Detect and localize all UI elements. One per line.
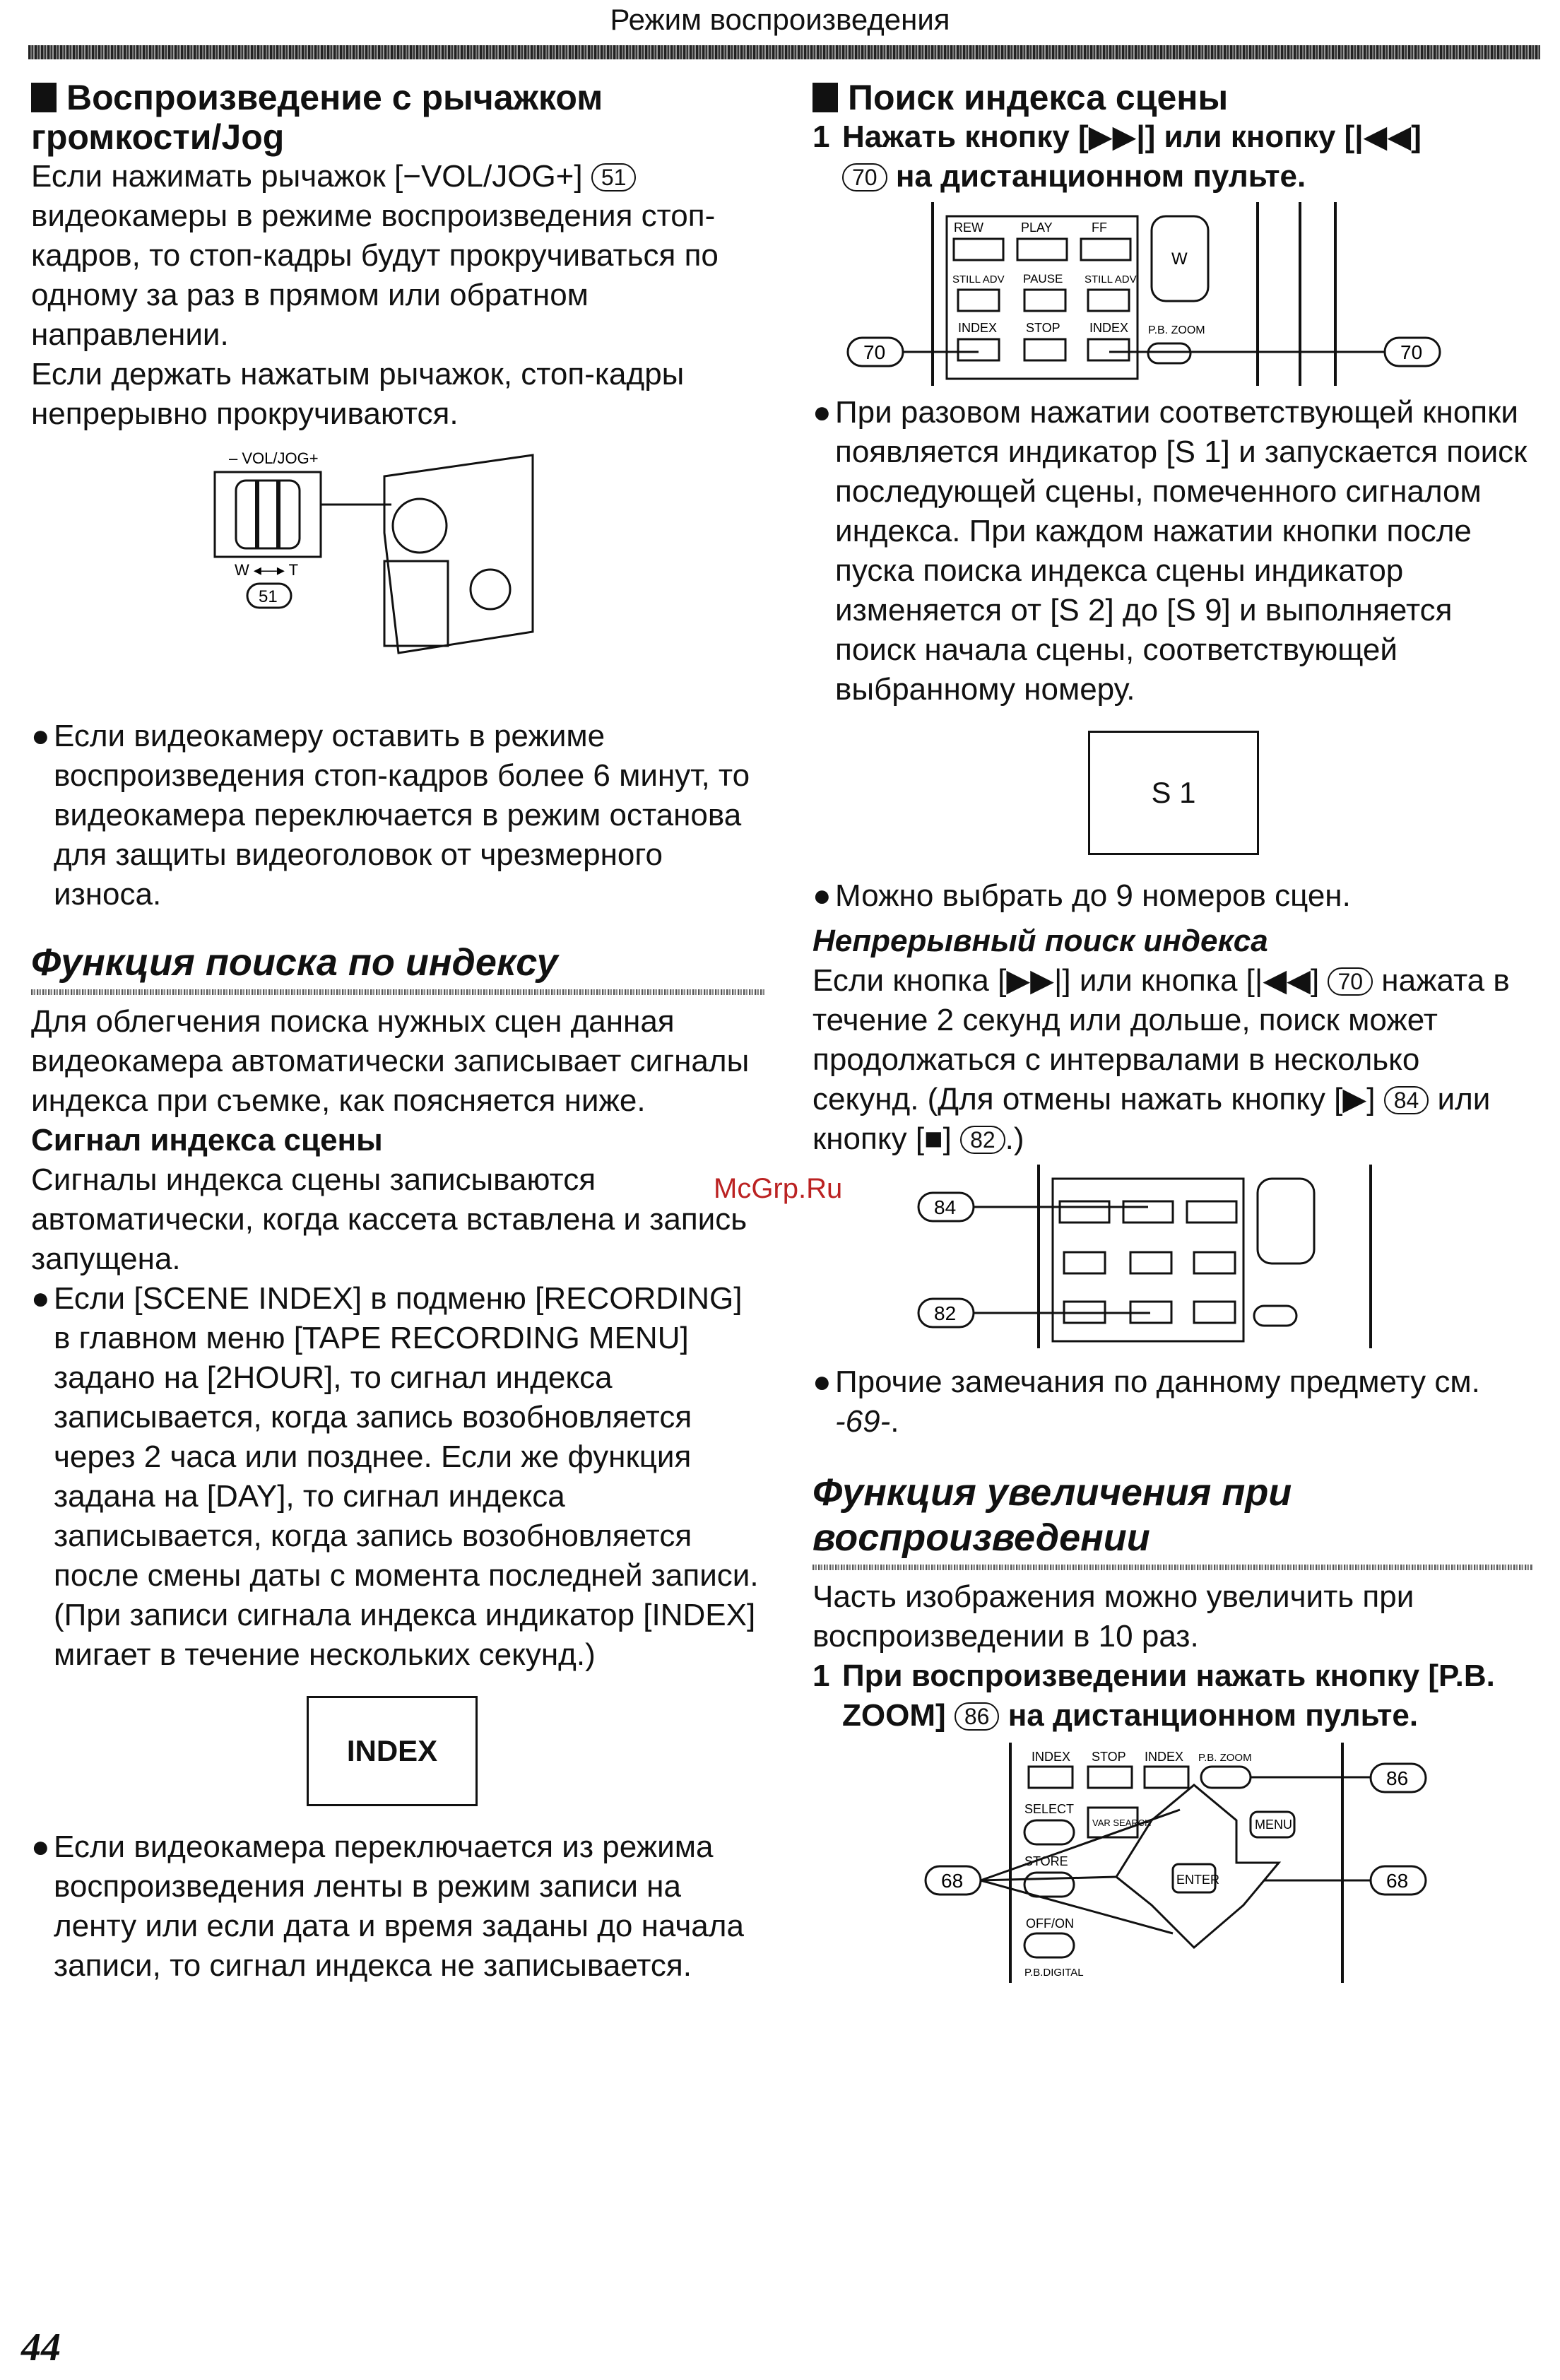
heading-square-icon [812, 83, 838, 112]
fig-label-store: STORE [1024, 1854, 1068, 1868]
fig-ref-70-right: 70 [1400, 341, 1423, 363]
jog-paragraph-1: Если нажимать рычажок [−VOL/JOG+] 51 видеокамеры в режиме воспроизведения стоп-кадров, то стоп-кадры будут прокручиваться по одному за раз в прямом или обратном направлении. [31, 159, 719, 352]
continuous-search-paragraph: Если кнопка [▶▶|] или кнопка [|◀◀] 70 нажата в течение 2 секунд или дольше, поиск может продолжаться с интервалами в несколько секунд. (Для отмены нажать кнопку [▶] 84 или кнопку [■] 82 .) [812, 963, 1510, 1156]
heading-rule [812, 1565, 1533, 1570]
fig-vol-label: – VOL/JOG+ [229, 449, 319, 467]
index-indicator-box: INDEX [307, 1696, 478, 1806]
fig-label-index-1: INDEX [1032, 1750, 1071, 1764]
fig-ref-68-right: 68 [1386, 1870, 1409, 1892]
camcorder-jog-figure [208, 448, 547, 660]
heading-square-icon [31, 83, 57, 112]
fig-wt-label: W ◂—▸ T [235, 561, 299, 579]
index-search-paragraph-1: Для облегчения поиска нужных сцен данная видеокамера автоматически записывает сигналы индекса при съемке, как поясняется ниже. [31, 1004, 750, 1118]
fig-label-play: PLAY [1021, 220, 1053, 235]
remote-figure-zoom [820, 1743, 1455, 1983]
fig-label-index-2: INDEX [1089, 321, 1129, 335]
fig-label-pbzoom: P.B. ZOOM [1148, 324, 1205, 336]
scene-search-bullet-1: ● При разовом нажатии соответствующей кнопки появляется индикатор [S 1] и запускается поиск последующей сцены, помеченного сигналом индекса. При каждом нажатии кнопки после пуска поиска индекса сцены индикатор изменяется от [S 2] до [S 9] и выполняется поиск начала сцены, соответствующей выбранному номеру. [812, 395, 1528, 707]
scene-search-step: 1 Нажать кнопку [▶▶|] или кнопку [|◀◀] 70 на дистанционном пульте. [812, 119, 1422, 194]
fig-label-ff: FF [1092, 220, 1107, 235]
fig-label-menu: MENU [1255, 1818, 1292, 1832]
s1-indicator-box: S 1 [1088, 731, 1259, 855]
zoom-heading: Функция увеличения при воспроизведении [812, 1471, 1292, 1559]
page-header-title: Режим воспроизведения [610, 3, 950, 36]
right-column [812, 78, 1533, 1983]
ref-badge: 51 [591, 163, 637, 192]
fig-label-var-search: VAR SEARCH [1092, 1818, 1152, 1828]
fig-ref-86: 86 [1386, 1767, 1409, 1789]
fig-label-pause: PAUSE [1023, 272, 1063, 285]
fig-ref-70-left: 70 [863, 341, 886, 363]
remote-figure-play-stop [820, 1165, 1455, 1348]
fig-label-stop: STOP [1026, 321, 1060, 335]
fig-label-index-1: INDEX [958, 321, 998, 335]
ref-badge: 70 [1328, 967, 1373, 996]
fig-label-index-2: INDEX [1145, 1750, 1184, 1764]
scene-search-bullet-2: ● Можно выбрать до 9 номеров сцен. [812, 878, 1351, 913]
continuous-search-subheading: Непрерывный поиск индекса [812, 924, 1268, 958]
zoom-step: 1 При воспроизведении нажать кнопку [P.B. ZOOM] 86 на дистанционном пульте. [812, 1659, 1495, 1733]
remote-figure-index [820, 202, 1455, 386]
ref-badge: 84 [1384, 1086, 1429, 1114]
fig-label-enter: ENTER [1176, 1873, 1220, 1887]
scene-search-bullet-3: ● Прочие замечания по данному предмету см. -69-. [812, 1365, 1480, 1439]
fig-ref-68-left: 68 [941, 1870, 964, 1892]
index-search-heading: Функция поиска по индексу [31, 941, 558, 984]
fig-label-rew: REW [954, 220, 983, 235]
fig-label-off-on: OFF/ON [1026, 1916, 1074, 1931]
index-search-paragraph-2: Сигналы индекса сцены записываются автоматически, когда кассета вставлена и запись запущена. [31, 1162, 748, 1276]
zoom-paragraph: Часть изображения можно увеличить при воспроизведении в 10 раз. [812, 1579, 1414, 1654]
header-rule [28, 45, 1540, 59]
heading-rule [31, 989, 766, 995]
fig-label-w: W [1171, 249, 1188, 269]
fig-ref-84: 84 [934, 1196, 957, 1218]
fig-label-pb-digital: P.B.DIGITAL [1024, 1967, 1084, 1979]
scene-search-heading: Поиск индекса сцены [812, 78, 1533, 117]
jog-paragraph-2: Если держать нажатым рычажок, стоп-кадры непрерывно прокручиваются. [31, 357, 685, 431]
fig-label-still-adv-2: STILL ADV [1085, 273, 1137, 285]
fig-label-select: SELECT [1024, 1802, 1075, 1816]
left-column [31, 78, 766, 1986]
index-search-bullet-2: ● Если видеокамера переключается из режима воспроизведения ленты в режим записи на ленту или если дата и время заданы до начала записи, то сигнал индекса не записывается. [31, 1830, 744, 1983]
fig-ref-51: 51 [259, 587, 278, 606]
jog-heading: Воспроизведение с рычажком громкости/Jog [31, 78, 603, 157]
jog-bullet: ● Если видеокамеру оставить в режиме воспроизведения стоп-кадров более 6 минут, то видеокамера переключается в режим останова для защиты видеоголовок от чрезмерного износа. [31, 719, 750, 912]
ref-badge: 70 [842, 163, 887, 192]
fig-label-pbzoom: P.B. ZOOM [1198, 1752, 1252, 1764]
ref-badge: 82 [960, 1126, 1005, 1154]
fig-label-stop: STOP [1092, 1750, 1126, 1764]
fig-ref-82: 82 [934, 1302, 957, 1324]
scene-signal-subheading: Сигнал индекса сцены [31, 1123, 383, 1157]
page-number: 44 [21, 2326, 61, 2369]
index-search-bullet-1: ● Если [SCENE INDEX] в подменю [RECORDING] в главном меню [TAPE RECORDING MENU] задано на [2HOUR], то сигнал индекса записывается, когда запись возобновляется через 2 часа или позднее. Если же функция задана на [DAY], то сигнал индекса записывается, когда запись возобновляется после смены даты с момента последней записи. (При записи сигнала индекса индикатор [INDEX] мигает в течение нескольких секунд.) [31, 1281, 759, 1672]
fig-label-still-adv-1: STILL ADV [952, 273, 1005, 285]
watermark: McGrp.Ru [714, 1173, 843, 1204]
ref-badge: 86 [955, 1702, 1000, 1731]
